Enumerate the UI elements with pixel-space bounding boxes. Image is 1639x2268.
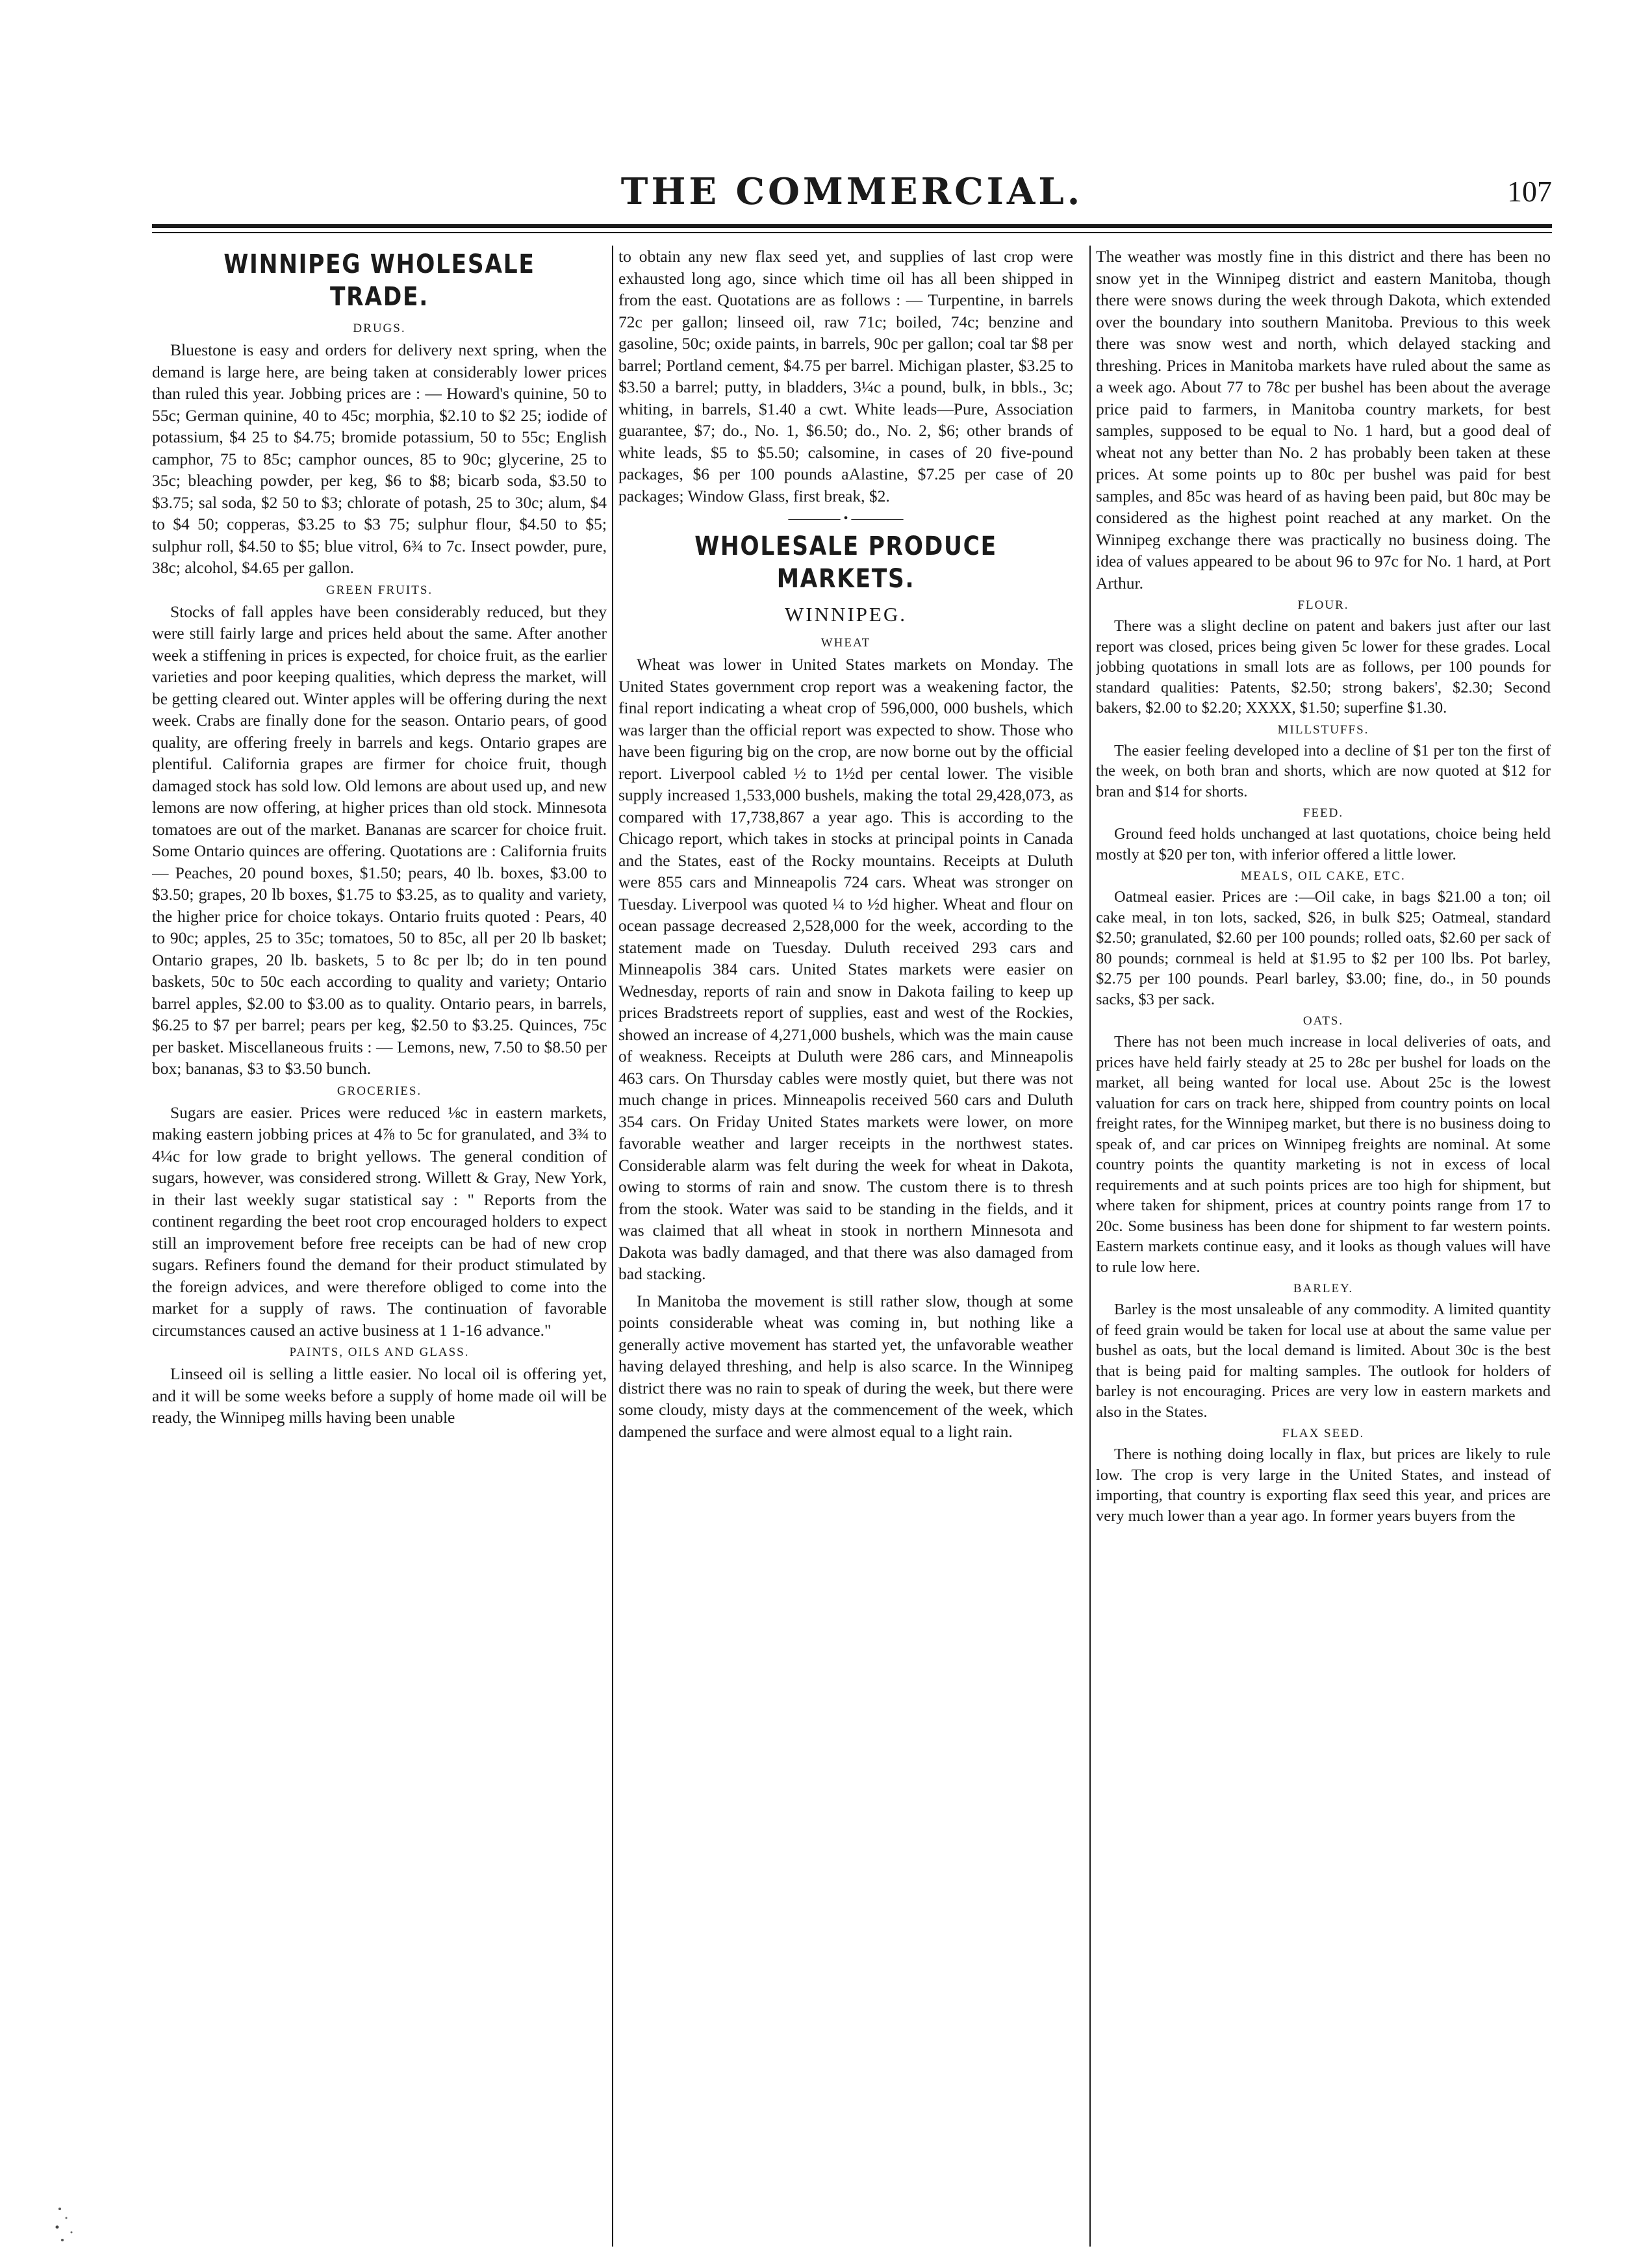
article-barley: Barley is the most unsaleable of any commodity. A limited quantity of feed grain would be taken for local use at about the same value per bushel as oats, but the local demand is limited. About 30c is the best that is being paid for malting samples. The outlook for holders of barley is not encouraging. Prices are very low in eastern markets and also in the States. xyxy=(1096,1301,1551,1421)
section-head-feed: FEED. xyxy=(1302,806,1344,820)
publication-title: THE COMMERCIAL. xyxy=(620,170,1084,213)
column-2 xyxy=(618,246,1073,2247)
section-head-groceries: GROCERIES. xyxy=(337,1084,422,1098)
article-drugs: Bluestone is easy and orders for delivery next spring, when the demand is large here, are being taken at considerably lower prices than ruled this year. Jobbing prices are : — Howard's quinine, 50 to 55c; German quinine, 40 to 45c; morphia, $2.10 to $2 25; iodide of potassium, $4 25 to $4.75; bromide potassium, 50 to 55c; English camphor, 75 to 85c; camphor ounces, 85 to 90c; glycerine, 25 to 35c; bleaching powder, per keg, $6 to $8; bicarb soda, $3.50 to $3.75; sal soda, $2 50 to $3; chlorate of potash, 25 to 30c; alum, $4 to $4 50; copperas, $3.25 to $3 75; sulphur flour, $4.50 to $5; sulphur roll, $4.50 to $5; blue vitrol, 6¾ to 7c. Insect powder, pure, 38c; alcohol, $4.65 per gallon. xyxy=(152,340,607,577)
section-head-meals: MEALS, OIL CAKE, ETC. xyxy=(1241,869,1406,883)
page-number: 107 xyxy=(1507,175,1552,208)
column-divider-1 xyxy=(612,246,613,2247)
header-rule-thick xyxy=(152,224,1552,228)
column-3 xyxy=(1096,246,1551,2247)
article-green-fruits: Stocks of fall apples have been considerably reduced, but they were still fairly large and prices held about the same. After another week a stiffening in prices is expected, for choice fruit, as the earlier varieties and poor keeping qualities, which depress the market, will be getting cleared out. Winter apples will be offering during the next week. Crabs are finally done for the season. Ontario pears, of good quality, are offering freely in barrels and kegs. Ontario grapes are plentiful. California grapes are firmer for choice fruit, though damaged stock has sold low. Old lemons are about used up, and new lemons are now offering, at higher prices than old stock. Minnesota tomatoes are out of the market. Bananas are scarcer for choice fruit. Some Ontario quinces are offering. Quotations are : California fruits — Peaches, 20 pound boxes, $1.50; pears, 40 lb. boxes, $3.00 to $3.50; grapes, 20 lb boxes, $1.75 to $3.25, as to quality and variety, the higher price for choice tokays. Ontario fruits quoted : Pears, 40 to 90c; apples, 25 to 35c; tomatoes, 50 to 85c, all per 20 lb basket; Ontario grapes, 20 lb. baskets, 5 to 8c per lb; do in ten pound baskets, 50c to 50c each according to quality and variety; Ontario barrel apples, $2.00 to $3.00 as to quality. Ontario pears, in barrels, $6.25 to $7 per barrel; pears per keg, $2.50 to $3.25. Quinces, 75c per basket. Miscellaneous fruits : — Lemons, new, 7.50 to $8.50 per box; bananas, $3 to $3.50 bunch. xyxy=(152,602,607,1078)
article-flour: There was a slight decline on patent and bakers just after our last report was closed, prices being given 5c lower for these grades. Local jobbing quotations in small lots are as follows, per 100 pounds for standard qualities: Patents, $2.50; strong bakers', $2.30; Second bakers, $2.00 to $2.20; XXXX, $1.50; superfine $1.30. xyxy=(1096,617,1551,717)
article-wheat-2: In Manitoba the movement is still rather slow, though at some points considerable wheat was coming in, but nothing like a generally active movement has started yet, the unfavorable weather having delayed threshing, and help is also scarce. In the Winnipeg district there was no rain to speak of during the week, but there were some cloudy, misty days at the commencement of the week, which dampened the surface and were almost equal to a light rain. xyxy=(618,1291,1073,1441)
article-groceries: Sugars are easier. Prices were reduced ⅛c in eastern markets, making eastern jobbing prices at 4⅞ to 5c for granulated, and 3¾ to 4¼c for low grade to bright yellows. The general condition of sugars, however, was considered strong. Willett & Gray, New York, in their last weekly sugar statistical say : " Reports from the continent regarding the beet root crop encouraged holders to expect still an improvement before free receipts can be had of new crop sugars. Refiners found the demand for their product stimulated by the foreign advices, and were therefore obliged to come into the market for a supply of raws. The continuation of favorable circumstances caused an active business at 1 1-16 advance." xyxy=(152,1102,607,1340)
section-head-green-fruits: GREEN FRUITS. xyxy=(325,583,433,597)
article-paints: Linseed oil is selling a little easier. No local oil is offering yet, and it will be some weeks before a supply of home made oil will be ready, the Winnipeg mills having been unable xyxy=(152,1364,607,1427)
article-oats: There has not been much increase in local deliveries of oats, and prices have held fairly steady at 25 to 28c per bushel for loads on the market, all being wanted for local use. About 25c is the lowest valuation for cars on track here, shipped from country points on local freight rates, for the Winnipeg market, but there is no business doing to speak of, and car prices on Winnipeg freights are nominal. At some country points the quantity marketing is not in excess of local requirements and at such points prices are too high for shipment, but where taken for shipment, prices at country points range from 17 to 20c. Some business has been done for shipment to far western points. Eastern markets continue easy, and it looks as though values will have to rule low here. xyxy=(1096,1033,1551,1276)
article-feed: Ground feed holds unchanged at last quotations, choice being held mostly at $20 per ton, with inferior offered a little lower. xyxy=(1096,825,1551,863)
headline-wholesale-produce-markets: WHOLESALE PRODUCE MARKETS. xyxy=(694,531,997,594)
section-head-oats: OATS. xyxy=(1302,1014,1344,1028)
header-rule-thin xyxy=(152,232,1552,233)
section-head-wheat: WHEAT xyxy=(820,636,871,650)
section-head-millstuffs: MILLSTUFFS. xyxy=(1277,722,1369,737)
article-meals: Oatmeal easier. Prices are :—Oil cake, in bags $21.00 a ton; oil cake meal, in ton lots, sacked, $26, in bulk $25; Oatmeal, standard $2.50; granulated, $2.60 per 100 pounds; rolled oats, $2.60 per sack of 80 pounds; cornmeal is held at $1.95 to $2 per 100 lbs. Pot barley, $2.75 per 100 pounds. Pearl barley, $3.00; fine, do., in 50 pounds sacks, $3 per sack. xyxy=(1096,888,1551,1008)
headline-winnipeg-wholesale-trade: WINNIPEG WHOLESALE TRADE. xyxy=(223,249,535,312)
column-1 xyxy=(152,246,607,2247)
article-wheat-continued: The weather was mostly fine in this district and there has been no snow yet in the Winnipeg district and eastern Manitoba, though there were snows during the week through Dakota, which extended over the boundary into southern Manitoba. Previous to this week there was snow west and north, which delayed stacking and threshing. Prices in Manitoba markets have ruled about the same as a week ago. About 77 to 78c per bushel has been about the average price paid to farmers, in Manitoba country markets, for best samples, supposed to be equal to No. 1 hard, but a good deal of wheat not any better than No. 2 has probably been taken at these prices. At some points up to 80c per bushel was paid for best samples, and 85c was heard of as having been paid, but 80c may be considered as the highest point reached at any market. On the Winnipeg exchange there was practically no business doing. The idea of values appeared to be about 96 to 97c for No. 1 hard, at Port Arthur. xyxy=(1096,247,1551,592)
column-divider-2 xyxy=(1089,246,1091,2247)
ink-specks xyxy=(52,2202,91,2248)
masthead xyxy=(152,170,1552,216)
location-dateline: WINNIPEG. xyxy=(785,603,907,626)
section-separator: ———— • ———— xyxy=(788,511,904,526)
article-wheat-1: Wheat was lower in United States markets on Monday. The United States government crop report was a weakening factor, the final report indicating a wheat crop of 596,000, 000 bushels, which was larger than the official report was expected to show. Those who have been figuring big on the crop, are now borne out by the official report. Liverpool cabled ½ to 1½d per cental lower. The visible supply increased 1,533,000 bushels, making the total 29,428,073, as compared with 17,738,867 a year ago. This is according to the Chicago report, which takes in stocks at principal points in Canada and the States, east of the Rocky mountains. Receipts at Duluth were 855 cars and Minneapolis 724 cars. Wheat was stronger on Tuesday. Liverpool was quoted ¼ to ½d higher. Wheat and flour on ocean passage decreased 2,528,000 for the week, according to the statement made on Tuesday. Duluth received 293 cars and Minneapolis 384 cars. United States markets were easier on Wednesday, reports of rain and snow in Dakota failing to keep up prices Bradstreets report of supplies, east and west of the Rockies, showed an increase of 4,271,000 bushels, which was the main cause of weakness. Receipts at Duluth were 286 cars, and Minneapolis 463 cars. On Thursday cables were mostly quiet, but there was not much change in prices. Minneapolis received 560 cars and Duluth 354 cars. On Friday United States markets were lower, on more favorable weather and larger receipts in the northwest states. Considerable alarm was felt during the week for wheat in Dakota, owing to storms of rain and snow. The custom there is to thresh from the stook. Water was said to be standing in the fields, and it was claimed that all wheat in stook in northern Minnesota and Dakota was badly damaged, and that there was also damaged from bad stacking. xyxy=(618,655,1073,1283)
section-head-flax-seed: FLAX SEED. xyxy=(1282,1427,1365,1440)
section-head-paints: PAINTS, OILS AND GLASS. xyxy=(289,1345,470,1359)
section-head-barley: BARLEY. xyxy=(1293,1282,1354,1295)
article-paints-continued: to obtain any new flax seed yet, and supplies of last crop were exhausted long ago, since which time oil has all been shipped in from the east. Quotations are as follows : — Turpentine, in barrels 72c per gallon; linseed oil, raw 71c; boiled, 74c; benzine and gasoline, 50c; oxide paints, in barrels, 90c per gallon; coal tar $8 per barrel; Portland cement, $4.75 per barrel. Michigan plaster, $3.25 to $3.50 a barrel; putty, in bladders, 3¼c a pound, bulk, in bbls., 3c; whiting, in barrels, $1.40 a cwt. White leads—Pure, Association guarantee, $7; do., No. 1, $6.50; do., No. 2, $6; other brands of white leads, $5 to $5.50; calsomine, in cases of 20 five-pound packages, $6 per 100 pounds aAlastine, $7.25 per case of 20 packages; Window Glass, first break, $2. xyxy=(618,247,1073,505)
section-head-drugs: DRUGS. xyxy=(353,322,406,335)
article-millstuffs: The easier feeling developed into a decline of $1 per ton the first of the week, on both bran and shorts, which are now quoted at $12 for bran and $14 for shorts. xyxy=(1096,741,1551,800)
article-flax-seed: There is nothing doing locally in flax, but prices are likely to rule low. The crop is very large in the United States, and instead of importing, that country is exporting flax seed this year, and prices are very much lower than a year ago. In former years buyers from the xyxy=(1096,1446,1551,1525)
section-head-flour: FLOUR. xyxy=(1297,598,1349,612)
